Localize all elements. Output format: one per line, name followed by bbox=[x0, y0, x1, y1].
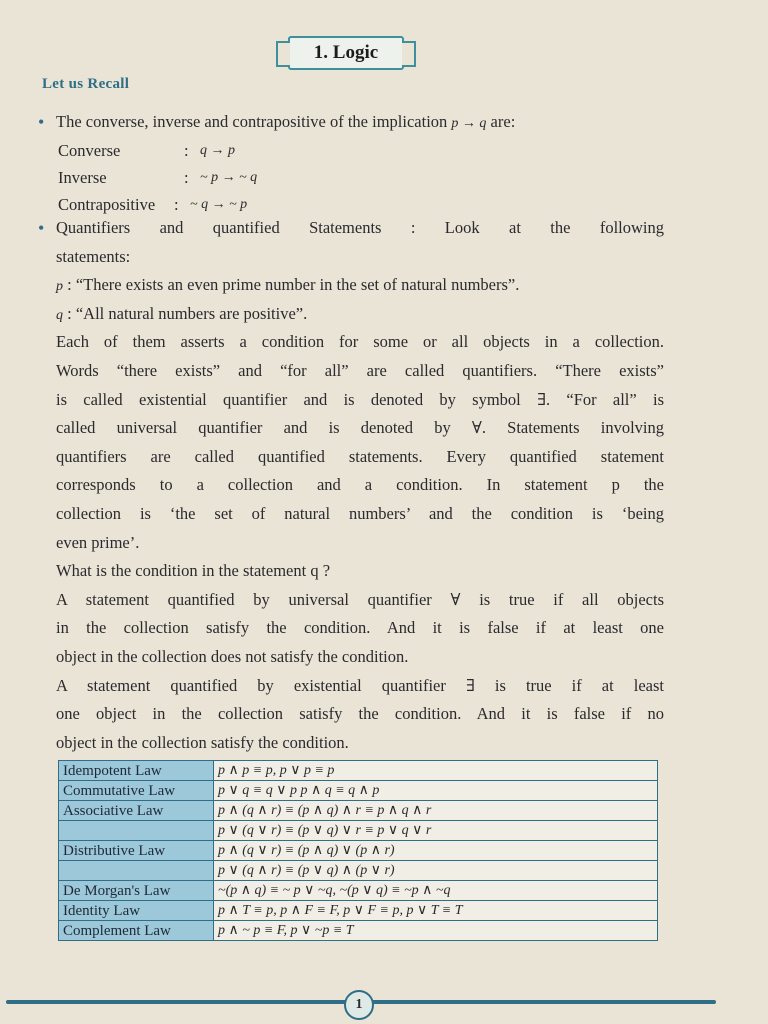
paragraph-line: even prime’. bbox=[56, 532, 140, 552]
implication-intro-end: are: bbox=[490, 112, 516, 131]
quantifiers-heading: • Quantifiers and quantified Statements : Look at the following bbox=[56, 214, 664, 243]
implication-intro-math: p → q bbox=[451, 116, 487, 131]
chapter-title-box bbox=[288, 36, 404, 70]
law-formula: p ∧ (q ∧ r) ≡ (p ∧ q) ∧ r ≡ p ∧ q ∧ r bbox=[214, 801, 658, 821]
law-name: Idempotent Law bbox=[59, 761, 214, 781]
implication-block bbox=[56, 108, 680, 218]
chapter-title: 1. Logic bbox=[313, 42, 379, 63]
definition-label: Converse bbox=[58, 140, 121, 160]
implication-intro-text: The converse, inverse and contrapositive of the implication bbox=[56, 112, 448, 131]
paragraph-line: Each of them asserts a condition for some or all objects in a collection. bbox=[56, 332, 664, 352]
definition-sep: : bbox=[184, 140, 189, 160]
table-row bbox=[59, 901, 658, 921]
law-name: Identity Law bbox=[59, 901, 214, 921]
definition-converse bbox=[56, 137, 680, 164]
law-name: Associative Law bbox=[59, 801, 214, 821]
table-row bbox=[59, 761, 658, 781]
paragraph-line: one object in the collection satisfy the condition. And it is false if no bbox=[56, 704, 664, 724]
law-name: De Morgan's Law bbox=[59, 881, 214, 901]
paragraph-line: A statement quantified by universal quantifier ∀ is true if all objects bbox=[56, 589, 664, 609]
paragraph-line: quantifiers are called quantified statements. Every quantified statement bbox=[56, 446, 664, 466]
table-row bbox=[59, 821, 658, 841]
page-number: 1 bbox=[344, 990, 374, 1020]
paragraph-line: called universal quantifier and is denoted by ∀. Statements involving bbox=[56, 418, 664, 438]
paragraph-line: is called existential quantifier and is denoted by symbol ∃. “For all” is bbox=[56, 389, 664, 409]
statement-p bbox=[56, 271, 664, 300]
paragraph-line: corresponds to a collection and a condition. In statement p the bbox=[56, 475, 664, 495]
paragraph-line: object in the collection does not satisfy the condition. bbox=[56, 646, 409, 666]
paragraph-line: collection is ‘the set of natural numbers’ and the condition is ‘being bbox=[56, 503, 664, 523]
table-row bbox=[59, 861, 658, 881]
paragraph-line: What is the condition in the statement q ? bbox=[56, 561, 331, 581]
law-formula: p ∨ (q ∧ r) ≡ (p ∨ q) ∧ (p ∨ r) bbox=[214, 861, 658, 881]
quantifiers-block bbox=[56, 214, 664, 757]
definition-formula: ~ p → ~ q bbox=[200, 169, 258, 185]
definition-formula: ~ q → ~ p bbox=[190, 196, 248, 212]
quantifiers-heading-cont: statements: bbox=[56, 246, 131, 266]
table-row bbox=[59, 881, 658, 901]
implication-intro bbox=[56, 108, 680, 137]
paragraph-line: in the collection satisfy the condition. And it is false if at least one bbox=[56, 618, 664, 638]
definition-inverse bbox=[56, 164, 680, 191]
paragraph-line: object in the collection satisfy the condition. bbox=[56, 732, 349, 752]
definition-sep: : bbox=[174, 194, 179, 214]
law-name: Distributive Law bbox=[59, 841, 214, 861]
table-row bbox=[59, 801, 658, 821]
law-name: Commutative Law bbox=[59, 781, 214, 801]
ornament-right-icon bbox=[402, 41, 416, 67]
law-name bbox=[59, 861, 214, 881]
table-row bbox=[59, 781, 658, 801]
paragraph-line: Words “there exists” and “for all” are called quantifiers. “There exists” bbox=[56, 360, 664, 380]
statement-q-text: : “All natural numbers are positive”. bbox=[67, 303, 308, 323]
law-formula: p ∨ (q ∨ r) ≡ (p ∨ q) ∨ r ≡ p ∨ q ∨ r bbox=[214, 821, 658, 841]
definition-label: Contrapositive bbox=[58, 194, 156, 214]
table-row bbox=[59, 841, 658, 861]
law-formula: p ∧ ~ p ≡ F, p ∨ ~p ≡ T bbox=[214, 921, 658, 941]
law-formula: p ∧ p ≡ p, p ∨ p ≡ p bbox=[214, 761, 658, 781]
paragraph-line: A statement quantified by existential quantifier ∃ is true if at least bbox=[56, 675, 664, 695]
law-name: Complement Law bbox=[59, 921, 214, 941]
law-formula: p ∧ T ≡ p, p ∧ F ≡ F, p ∨ F ≡ p, p ∨ T ≡ T bbox=[214, 901, 658, 921]
statement-q bbox=[56, 300, 664, 329]
law-name bbox=[59, 821, 214, 841]
law-formula: ~(p ∧ q) ≡ ~ p ∨ ~q, ~(p ∨ q) ≡ ~p ∧ ~q bbox=[214, 881, 658, 901]
statement-q-var: q bbox=[56, 307, 63, 323]
statement-p-var: p bbox=[56, 279, 63, 295]
laws-table bbox=[58, 760, 658, 941]
table-row bbox=[59, 921, 658, 941]
definition-label: Inverse bbox=[58, 167, 107, 187]
ornament-left-icon bbox=[276, 41, 290, 67]
definition-formula: q → p bbox=[200, 142, 235, 158]
law-formula: p ∧ (q ∨ r) ≡ (p ∧ q) ∨ (p ∧ r) bbox=[214, 841, 658, 861]
section-heading: Let us Recall bbox=[42, 76, 130, 92]
statement-p-text: : “There exists an even prime number in the set of natural numbers”. bbox=[67, 275, 520, 295]
definition-sep: : bbox=[184, 167, 189, 187]
law-formula: p ∨ q ≡ q ∨ p p ∧ q ≡ q ∧ p bbox=[214, 781, 658, 801]
